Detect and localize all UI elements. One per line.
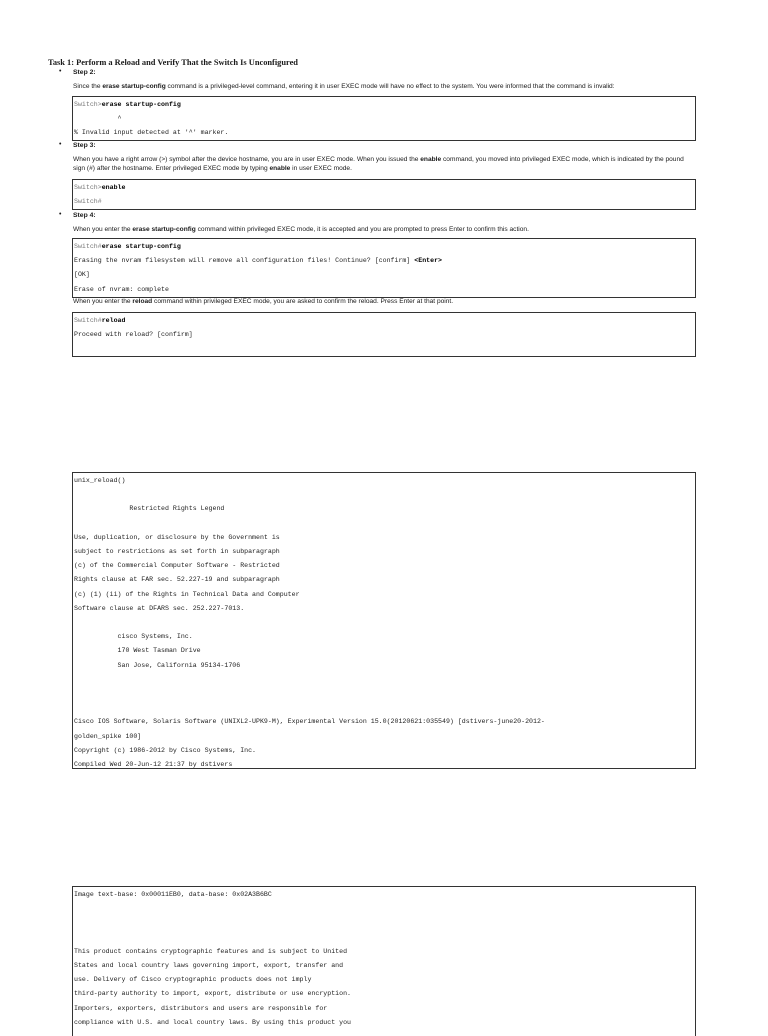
boot-output-box-2 (72, 886, 696, 1036)
console-line: This product contains cryptographic features and is subject to United (74, 947, 348, 955)
boot-output-2 (73, 887, 695, 1030)
console-line: San Jose, California 95134-1706 (74, 661, 241, 669)
console-line: subject to restrictions as set forth in subparagraph (74, 548, 280, 556)
console-line: States and local country laws governing import, export, transfer and (74, 962, 344, 970)
task-title: Task 1: Perform a Reload and Verify That the Switch Is Unconfigured (48, 58, 298, 67)
step4-paragraph: When you enter the erase startup-config command within privileged EXEC mode, it is accepted and you are prompted to press Enter to confirm this action. (73, 226, 529, 233)
bullet-icon: • (59, 68, 62, 75)
console-line (74, 673, 695, 687)
reload-paragraph: When you enter the reload command within privileged EXEC mode, you are asked to confirm the reload. Press Enter at that point. (73, 298, 454, 305)
step2-code: Switch>erase startup-config ^ % Invalid input detected at '^' marker. (74, 101, 229, 137)
step4-label: Step 4: (73, 212, 96, 219)
boot-output-box-1 (72, 472, 696, 769)
console-line: (c) (1) (ii) of the Rights in Technical Data and Computer (74, 590, 300, 598)
bullet-icon: • (59, 211, 62, 218)
console-line: Image text-base: 0x00011EB0, data-base: 0x02A3B6BC (74, 891, 272, 898)
step3-code: Switch>enable Switch# (74, 184, 126, 206)
step3-label: Step 3: (73, 142, 96, 149)
console-line: third-party authority to import, export, distribute or use encryption. (74, 990, 351, 998)
console-line: 170 West Tasman Drive (74, 647, 201, 655)
console-line (74, 616, 695, 630)
console-line: Importers, exporters, distributors and users are responsible for (74, 1004, 328, 1012)
step2-paragraph: Since the erase startup-config command is a privileged-level command, entering it in user EXEC mode will have no effect to the system. You were informed that the command is invalid: (73, 83, 615, 90)
step3-paragraph: When you have a right arrow (>) symbol after the device hostname, you are in user EXEC mode. When you issued the enable command, you moved into privileged EXEC mode, which is indicated by the pound sign (#) after the hostname. Enter privileged EXEC mode by typing enable in user EXEC mode. (73, 156, 684, 172)
boot-output-1 (73, 473, 695, 772)
console-line (74, 902, 695, 916)
console-line: Software clause at DFARS sec. 252.227-7013. (74, 604, 245, 612)
console-line (74, 488, 695, 502)
reload-code-box (72, 312, 696, 357)
console-line: Compiled Wed 20-Jun-12 21:37 by dstivers (74, 761, 233, 769)
console-line: (c) of the Commercial Computer Software - Restricted (74, 562, 280, 570)
step3-code-box (72, 179, 696, 210)
step2-code-box (72, 96, 696, 141)
step4-code: Switch#erase startup-config Erasing the nvram filesystem will remove all configuration files! Continue? [confirm] <Enter> [OK] Erase of nvram: complete (74, 243, 442, 293)
console-line: Cisco IOS Software, Solaris Software (UNIXL2-UPK9-M), Experimental Version 15.0(20120621:035549) [dstivers-june20-2012- (74, 718, 545, 726)
bullet-icon: • (59, 141, 62, 148)
console-line: compliance with U.S. and local country laws. By using this product you (74, 1018, 351, 1026)
console-line (74, 687, 695, 701)
step2-label: Step 2: (73, 69, 96, 76)
console-line (74, 916, 695, 930)
console-line (74, 701, 695, 715)
console-line: Use, duplication, or disclosure by the Government is (74, 533, 280, 541)
console-line: Restricted Rights Legend (74, 505, 225, 513)
console-line (74, 517, 695, 531)
console-line: unix_reload() (74, 477, 126, 484)
console-line: golden_spike 100] (74, 732, 142, 740)
step4-code-box (72, 238, 696, 298)
console-line: Copyright (c) 1986-2012 by Cisco Systems, Inc. (74, 746, 257, 754)
reload-code: Switch#reload Proceed with reload? [confirm] (74, 317, 193, 339)
console-line: use. Delivery of Cisco cryptographic products does not imply (74, 976, 312, 984)
console-line (74, 931, 695, 945)
console-line: Rights clause at FAR sec. 52.227-19 and subparagraph (74, 576, 280, 584)
console-line: cisco Systems, Inc. (74, 633, 193, 641)
